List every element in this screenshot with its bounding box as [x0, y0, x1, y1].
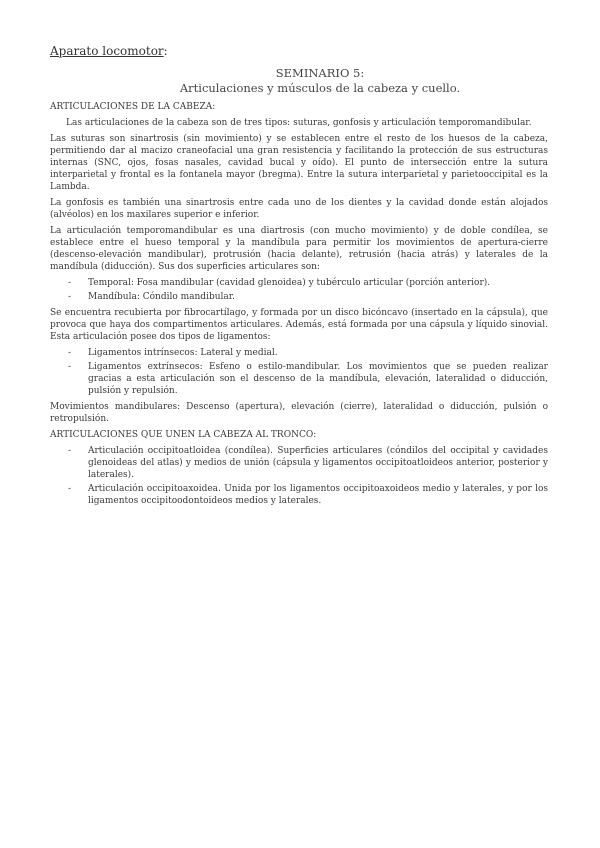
course-label-colon: : [163, 44, 168, 58]
title-block [0, 66, 600, 96]
list-item: - Articulación occipitoaxoidea. Unida por los ligamentos occipitoaxoideos medio y laterales, y por los ligamentos occipitoodontoideos medios y laterales. [68, 484, 548, 506]
paragraph-movimientos: Movimientos mandibulares: Descenso (apertura), elevación (cierre), lateralidad o diducción, pulsión o retropulsión. [50, 402, 548, 424]
bullet-dash: - [68, 484, 72, 494]
bullet-dash: - [68, 446, 72, 456]
seminar-number: SEMINARIO 5: [275, 66, 365, 80]
bullet-dash: - [68, 292, 72, 302]
list-articulaciones-tronco [50, 445, 548, 507]
section-heading-tronco: ARTICULACIONES QUE UNEN LA CABEZA AL TRONCO: [50, 430, 317, 440]
bullet-dash: - [68, 362, 72, 372]
course-label: Aparato locomotor [50, 44, 164, 58]
paragraph-intro: Las articulaciones de la cabeza son de tres tipos: suturas, gonfosis y articulación temporomandibular. [66, 118, 532, 128]
list-ligamentos [50, 347, 548, 397]
bullet-dash: - [68, 348, 72, 358]
bullet-dash: - [68, 278, 72, 288]
list-item: - Temporal: Fosa mandibular (cavidad glenoidea) y tubérculo articular (porción anterior). [68, 278, 491, 288]
document-body [50, 101, 548, 511]
paragraph-atm: La articulación temporomandibular es una diartrosis (con mucho movimiento) y de doble condílea, se establece entre el hueso temporal y la mandíbula para permitir los movimientos de apertura-cierre (descenso-elevación mandibular), protrusión (hacia delante), retrusión (hacia atrás) y laterales de la mandíbula (diducción). Sus dos superficies articulares son: [50, 226, 548, 272]
paragraph-fibrocartilago: Se encuentra recubierta por fibrocartílago, y formada por un disco bicóncavo (insertado en la cápsula), que provoca que haya dos compartimentos articulares. Además, está formada por una cápsula y líquido sinovial. Esta articulación posee dos tipos de ligamentos: [50, 308, 548, 342]
page-header [50, 44, 168, 58]
list-item: - Mandíbula: Cóndilo mandibular. [68, 292, 235, 302]
page-title: Articulaciones y músculos de la cabeza y cuello. [179, 81, 461, 95]
section-heading-cabeza: ARTICULACIONES DE LA CABEZA: [50, 102, 216, 112]
list-item: - Articulación occipitoatloidea (condílea). Superficies articulares (cóndilos del occipital y cavidades glenoideas del atlas) y medios de unión (cápsula y ligamentos occipitoatloideos anterior, posterior y laterales). [68, 446, 548, 480]
list-item: - Ligamentos intrínsecos: Lateral y medial. [68, 348, 278, 358]
list-item: - Ligamentos extrínsecos: Esfeno o estilo-mandibular. Los movimientos que se pueden realizar gracias a esta articulación son el descenso de la mandíbula, elevación, lateralidad o diducción, pulsión y repulsión. [68, 362, 548, 396]
paragraph-suturas: Las suturas son sinartrosis (sin movimiento) y se establecen entre el resto de los huesos de la cabeza, permitiendo dar al macizo craneofacial una gran resistencia y facilitando la protección de sus estructuras internas (SNC, ojos, fosas nasales, cavidad bucal y oído). El punto de intersección entre la sutura interparietal y frontal es la fontanela mayor (bregma). Entre la sutura interparietal y parietooccipital es la Lambda. [50, 134, 548, 192]
paragraph-gonfosis: La gonfosis es también una sinartrosis entre cada uno de los dientes y la cavidad donde están alojados (alvéolos) en los maxilares superior e inferior. [50, 198, 548, 220]
list-superficies [50, 277, 548, 303]
